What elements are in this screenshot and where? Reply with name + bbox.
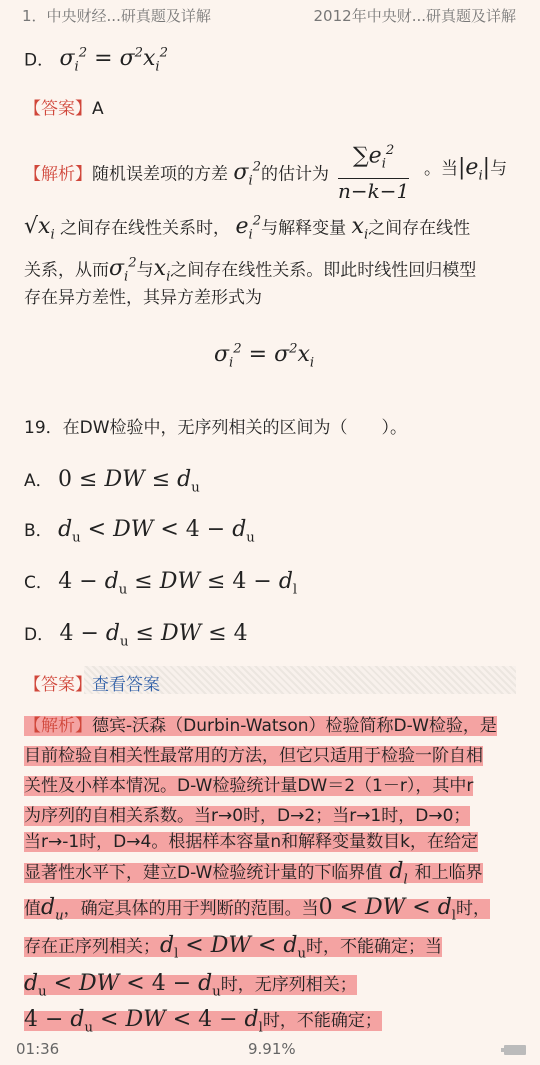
- q19-option-c[interactable]: C． $4 - d_u$ ≤ DW ≤ $4 - d_l$: [24, 569, 298, 598]
- q19-analysis-line-7: 值$d_u$，确定具体的用于判断的范围。当0 < DW < $d_l$时，: [24, 895, 491, 924]
- q18-analysis-line-1: 【解析】随机误差项的方差 $\sigma_i^2$的估计为: [24, 160, 330, 189]
- q19-analysis-line-3: 关性及小样本情况。D-W检验统计量DW＝2（1－r），其中r: [24, 776, 474, 796]
- q18-analysis-line-2: $√x_i$ 之间存在线性关系时， $e_i^2$与解释变量 $x_i$之间存在线性: [24, 214, 471, 243]
- q19-analysis-line-6: 显著性水平下，建立D-W检验统计量的下临界值 $d_l$ 和上临界: [24, 859, 483, 888]
- battery-icon: [504, 1045, 526, 1055]
- heteroskedasticity-formula: $\sigma_i^2 = \sigma^2x_i$: [214, 342, 315, 371]
- q19-analysis-line-5: 当r→-1时，D→4。根据样本容量n和解释变量数目k，在给定: [24, 832, 478, 852]
- q19-answer: 【答案】查看答案: [24, 675, 160, 695]
- q19-option-a[interactable]: A． 0 ≤ DW ≤ $d_u$: [24, 467, 200, 496]
- q19-analysis-line-4: 为序列的自相关系数。当r→0时，D→2；当r→1时，D→0；: [24, 806, 471, 826]
- view-answer-link[interactable]: 查看答案: [92, 675, 160, 695]
- q18-analysis-line-4: 存在异方差性，其异方差形式为: [24, 288, 262, 308]
- q19-analysis-line-9: $d_u$ < DW < $4 - d_u$时，无序列相关；: [24, 971, 357, 1000]
- q19-analysis-line-10: $4 - d_u$ < DW < $4 - d_l$时，不能确定；: [24, 1007, 382, 1036]
- reader-footer: [0, 1040, 540, 1065]
- clock: 01:36: [16, 1040, 60, 1058]
- q19-option-d[interactable]: D． $4 - d_u$ ≤ DW ≤ 4: [24, 621, 248, 650]
- variance-estimator-formula: $\frac{\sum e_i^2}{n-k-1}$: [338, 138, 409, 203]
- chapter-title[interactable]: 1．中央财经...研真题及详解: [22, 7, 211, 25]
- q18-analysis-line-3: 关系，从而$\sigma_i^2$与$x_i$之间存在线性关系。即此时线性回归模型: [24, 256, 477, 285]
- reader-header: [0, 0, 540, 30]
- reading-progress: 9.91%: [248, 1040, 296, 1058]
- q18-option-d: D． $\sigma_i^2 = \sigma^2x_i^2$: [24, 46, 169, 75]
- q18-analysis-line-1b: 。当$|e_i|$与: [424, 155, 508, 184]
- q18-answer: 【答案】A: [24, 99, 104, 119]
- q19-question: 19．在DW检验中，无序列相关的区间为（ ）。: [24, 418, 408, 438]
- book-title: 2012年中央财...研真题及详解: [313, 7, 516, 25]
- q19-analysis-line-2: 目前检验自相关性最常用的方法，但它只适用于检验一阶自相: [24, 746, 483, 766]
- formula: $\sigma_i^2 = \sigma^2x_i^2$: [59, 46, 169, 75]
- q19-analysis-line-8: 存在正序列相关；$d_l$ < DW < $d_u$时，不能确定；当: [24, 933, 443, 962]
- q19-analysis-line-1: 【解析】德宾-沃森（Durbin-Watson）检验简称D-W检验，是: [24, 716, 497, 736]
- q19-option-b[interactable]: B． $d_u$ < DW < $4 - d_u$: [24, 517, 255, 546]
